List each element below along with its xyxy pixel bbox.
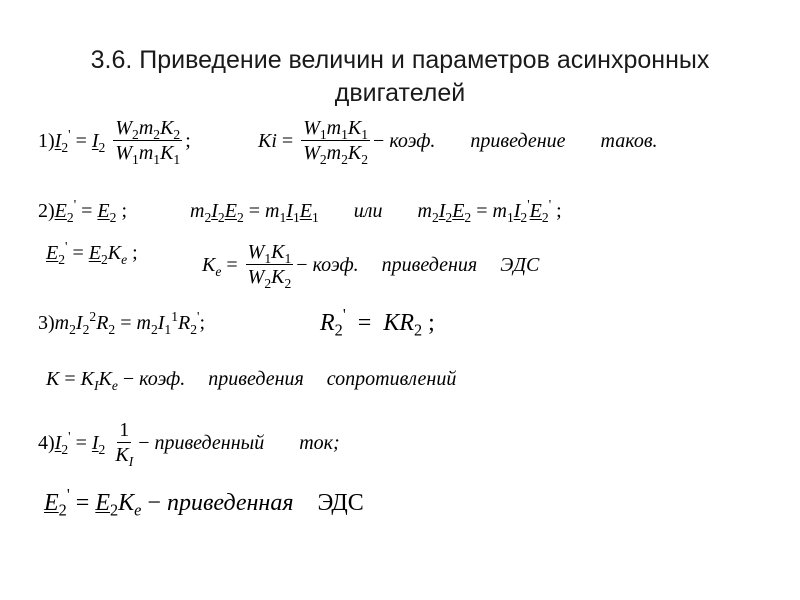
slide-title-line-2: двигателей: [334, 79, 466, 107]
formula-1-coefficient: Ki = $\frac{W_1m_1K_1}{W_2m_2K_2}$ − коэф. приведение таков.: [258, 117, 658, 167]
formula-6-number: 4): [38, 431, 55, 454]
slide-title: [0, 44, 800, 110]
formula-1-label-currents: таков.: [600, 129, 658, 152]
formula-4-resistance: $R_2' = KR_2$ ;: [320, 305, 435, 341]
formula-1-label-reduction: приведение: [470, 129, 566, 152]
formula-3-label-emf: ЭДС: [500, 253, 540, 276]
slide-title-line-1: 3.6. Приведение величин и параметров асинхронных: [90, 46, 710, 74]
formula-4: $3)m_2I_2^2R_2 = m_2I_1^1R_2'$;: [38, 309, 206, 338]
formula-6-label-reduced: приведенный: [154, 431, 265, 454]
formula-7: $E_2' = E_2K_e$ − приведенная ЭДС: [44, 485, 364, 521]
formula-3: $E_2' = E_2K_e$ ;: [46, 239, 138, 268]
formula-1: $1)I_2' = I_2$ $\frac{W_2m_2K_2}{W_1m_1K_1}$ ;: [38, 117, 191, 167]
formula-3-coefficient: $K_e$ = $\frac{W_1K_1}{W_2K_2}$ − коэф. приведения ЭДС: [202, 241, 540, 291]
formula-5-label-reduction: приведения: [208, 368, 304, 391]
formula-6-label-current: ток;: [299, 431, 340, 454]
formula-1-number: 1): [38, 129, 55, 152]
formula-1-label-coef: коэф.: [389, 129, 436, 152]
formula-7-label-reduced: приведенная: [166, 490, 294, 517]
formula-4-number: 3): [38, 312, 55, 335]
formula-1-fraction: $\frac{W_2m_2K_2}{W_1m_1K_1}$: [115, 117, 181, 167]
formula-6: $4)I_2' = I_2$ $\frac{1}{K_I}$ − приведенный ток;: [38, 419, 340, 469]
formula-3-label-reduction: приведения: [381, 253, 478, 276]
formula-5-label-resistances: сопротивлений: [326, 368, 457, 391]
formula-3-label-coef: коэф.: [312, 253, 359, 276]
formula-5-label-coef: коэф.: [139, 368, 186, 391]
formula-7-label-emf: ЭДС: [317, 490, 364, 517]
formula-2-or: или: [353, 200, 383, 223]
formula-2-power: $m_2I_2E_2 = m_1I_1E_1$ или $m_2I_2E_2 = m_1I_2'E_2'$ ;: [190, 197, 562, 226]
formula-2: $2)E_2' = E_2$ ;: [38, 197, 127, 226]
formula-2-number: 2): [38, 200, 55, 223]
formula-5: $K = K_IK_e$ − коэф. приведения сопротивлений: [46, 368, 457, 394]
